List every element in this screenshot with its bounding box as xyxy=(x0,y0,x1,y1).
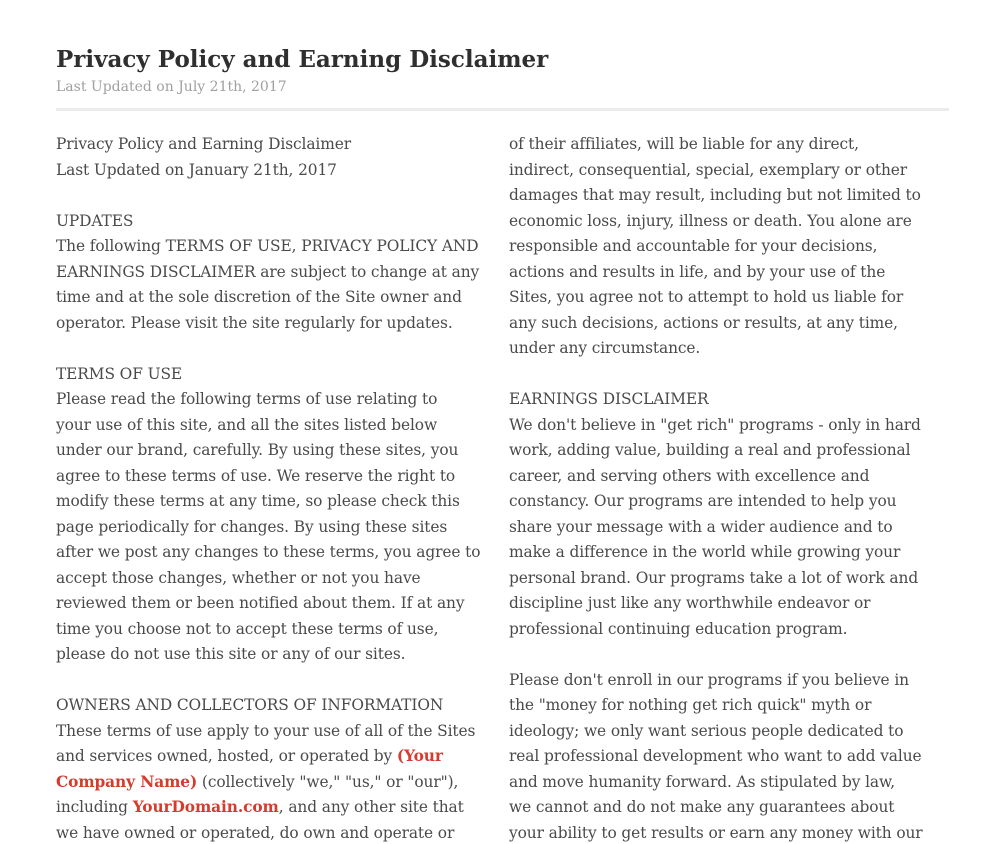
terms-line: Please read the following terms of use relating to xyxy=(56,390,438,408)
liability-line: actions and results in life, and by your use of the xyxy=(509,262,886,281)
liability-line: indirect, consequential, special, exemplary or other xyxy=(509,160,908,179)
enroll-line: the "money for nothing get rich quick" myth or xyxy=(509,696,872,714)
liability-line: responsible and accountable for your decisions, xyxy=(509,237,878,255)
enroll-line: your ability to get results or earn any money with our xyxy=(509,823,923,842)
company-name-placeholder-cont: Company Name) xyxy=(56,772,198,791)
right-column xyxy=(509,132,949,844)
updates-line: time and at the sole discretion of the Site owner and xyxy=(56,288,462,306)
earnings-section xyxy=(509,387,949,642)
intro-block xyxy=(56,132,496,183)
earnings-line: constancy. Our programs are intended to help you xyxy=(509,492,897,510)
owners-heading: OWNERS AND COLLECTORS OF INFORMATION xyxy=(56,696,444,714)
owners-text: (collectively "we," "us," or "our"), xyxy=(197,772,459,791)
owners-line xyxy=(56,795,496,821)
company-name-placeholder: (Your xyxy=(396,747,443,765)
owners-line: These terms of use apply to your use of all of the Sites xyxy=(56,721,476,740)
liability-line: of their affiliates, will be liable for any direct, xyxy=(509,135,859,153)
policy-body xyxy=(56,132,949,844)
enroll-line: ideology; we only want serious people dedicated to xyxy=(509,721,904,740)
earnings-line: professional continuing education program. xyxy=(509,619,848,638)
terms-line: modify these terms at any time, so please check this xyxy=(56,492,460,510)
updates-line: The following TERMS OF USE, PRIVACY POLICY AND xyxy=(56,237,479,255)
enroll-section xyxy=(509,668,949,844)
terms-line: after we post any changes to these terms, you agree to xyxy=(56,543,481,561)
last-updated-date: Last Updated on July 21th, 2017 xyxy=(56,79,287,95)
earnings-line: career, and serving others with excellence and xyxy=(509,466,870,485)
earnings-line: discipline just like any worthwhile endeavor or xyxy=(509,594,871,612)
domain-placeholder: YourDomain.com xyxy=(132,798,279,816)
earnings-line: make a difference in the world while growing your xyxy=(509,543,901,561)
earnings-line: We don't believe in "get rich" programs - only in hard xyxy=(509,415,921,434)
updates-heading: UPDATES xyxy=(56,211,134,230)
liability-line: damages that may result, including but not limited to xyxy=(509,186,921,204)
terms-line: please do not use this site or any of our sites. xyxy=(56,645,406,663)
terms-line: page periodically for changes. By using these sites xyxy=(56,517,448,536)
header-divider xyxy=(56,108,949,111)
terms-section xyxy=(56,362,496,668)
liability-line: Sites, you agree not to attempt to hold us liable for xyxy=(509,288,904,306)
terms-line: your use of this site, and all the sites listed below xyxy=(56,415,438,434)
liability-line: any such decisions, actions or results, at any time, xyxy=(509,313,898,332)
terms-heading: TERMS OF USE xyxy=(56,364,183,383)
owners-text: , and any other site that xyxy=(278,798,464,816)
left-column xyxy=(56,132,496,844)
earnings-line: personal brand. Our programs take a lot of work and xyxy=(509,568,919,587)
terms-line: agree to these terms of use. We reserve the right to xyxy=(56,466,456,485)
owners-line xyxy=(56,744,496,770)
updates-line: operator. Please visit the site regularly for updates. xyxy=(56,313,453,332)
document-page xyxy=(56,0,949,844)
earnings-heading: EARNINGS DISCLAIMER xyxy=(509,390,709,408)
intro-date: Last Updated on January 21th, 2017 xyxy=(56,160,337,179)
updates-line: EARNINGS DISCLAIMER are subject to change at any xyxy=(56,262,480,281)
owners-text: including xyxy=(56,798,133,816)
owners-section xyxy=(56,693,496,844)
enroll-line: we cannot and do not make any guarantees about xyxy=(509,798,895,816)
updates-section xyxy=(56,209,496,337)
intro-title: Privacy Policy and Earning Disclaimer xyxy=(56,135,352,153)
liability-continuation xyxy=(509,132,949,362)
owners-line: we have owned or operated, do own and operate or xyxy=(56,823,455,842)
page-title: Privacy Policy and Earning Disclaimer xyxy=(56,46,549,73)
owners-text: and services owned, hosted, or operated by xyxy=(56,747,397,765)
enroll-line: and move humanity forward. As stipulated by law, xyxy=(509,772,896,791)
terms-line: reviewed them or been notified about them. If at any xyxy=(56,594,465,612)
liability-line: economic loss, injury, illness or death. You alone are xyxy=(509,211,912,230)
owners-line xyxy=(56,770,496,796)
earnings-line: work, adding value, building a real and professional xyxy=(509,441,911,459)
enroll-line: Please don't enroll in our programs if you believe in xyxy=(509,670,909,689)
liability-line: under any circumstance. xyxy=(509,339,701,357)
terms-line: under our brand, carefully. By using these sites, you xyxy=(56,441,459,459)
terms-line: accept those changes, whether or not you have xyxy=(56,568,421,587)
terms-line: time you choose not to accept these terms of use, xyxy=(56,619,439,638)
enroll-line: real professional development who want to add value xyxy=(509,747,922,765)
earnings-line: share your message with a wider audience and to xyxy=(509,517,893,536)
